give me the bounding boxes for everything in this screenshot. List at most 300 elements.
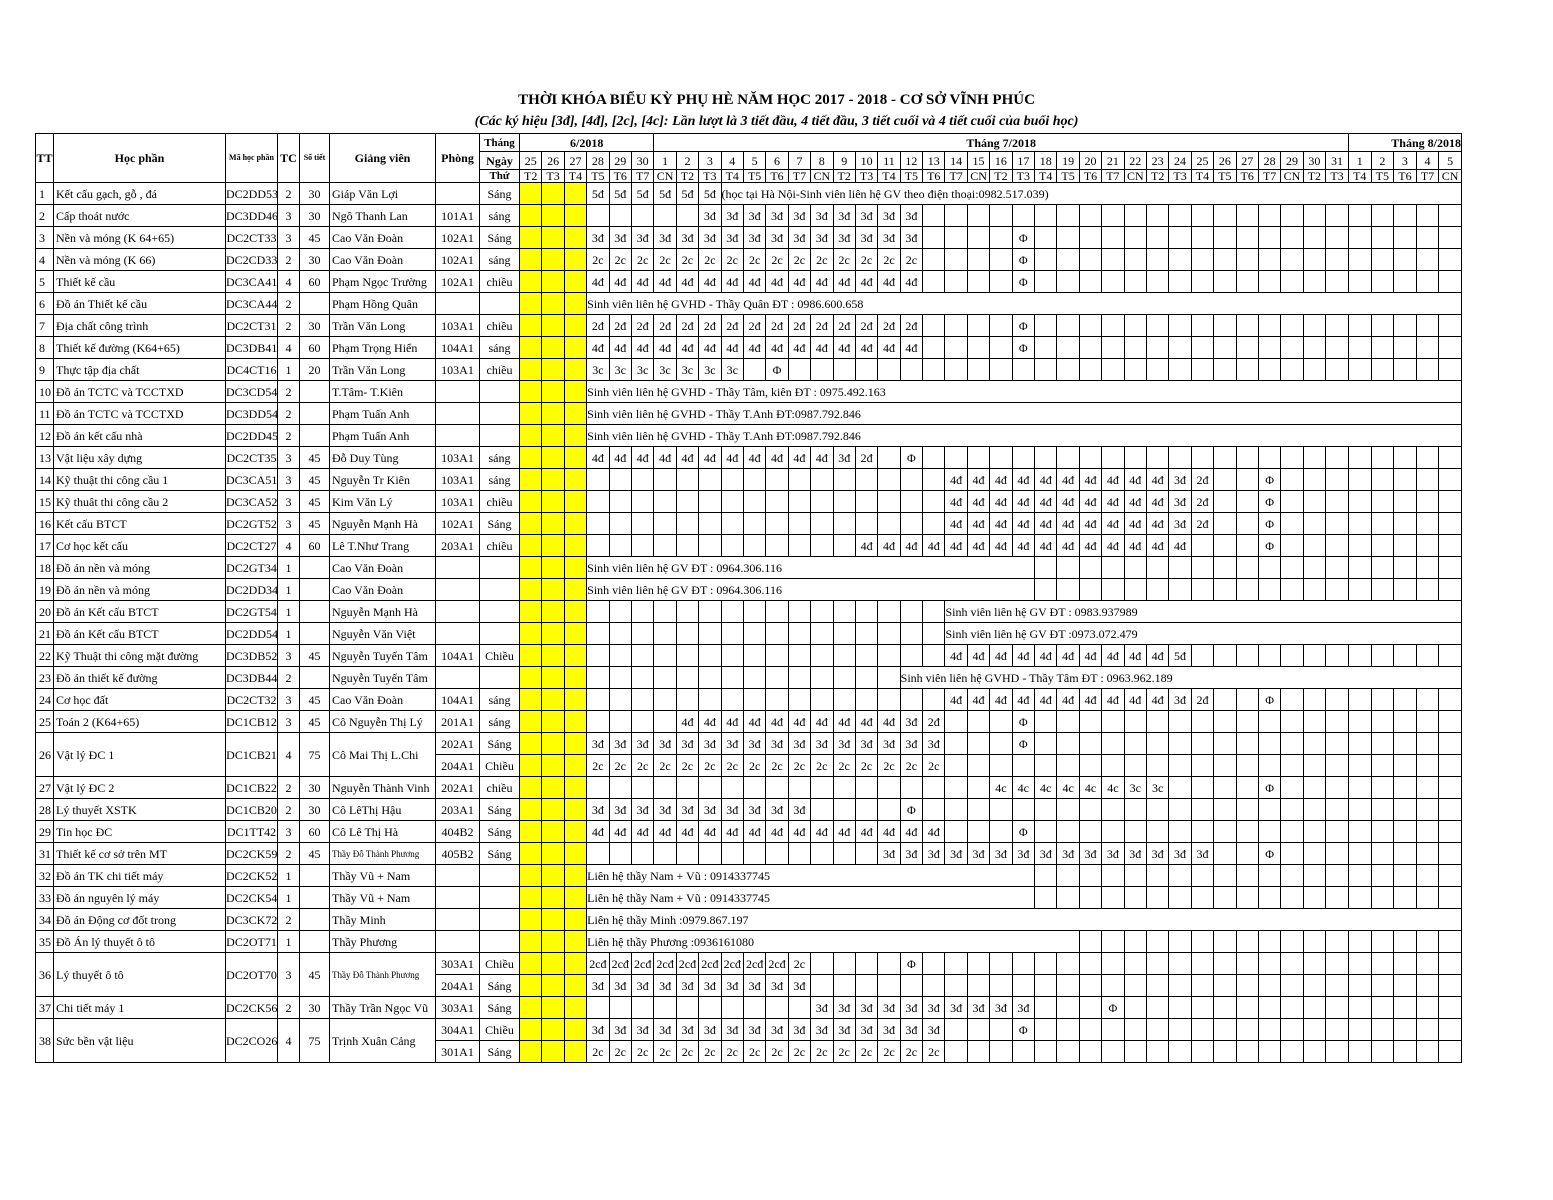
day-header: 31: [1326, 152, 1349, 170]
session-cell: 2c: [900, 1041, 922, 1063]
weekday-header: T5: [587, 170, 609, 183]
empty-cell: [1124, 953, 1146, 975]
session-cell: 4đ: [833, 821, 855, 843]
course-periods: 20: [300, 359, 330, 381]
empty-cell: [1124, 711, 1146, 733]
row-number: 20: [36, 601, 54, 623]
empty-cell: [1258, 205, 1280, 227]
empty-cell: [1079, 711, 1101, 733]
row-number: 26: [36, 733, 54, 777]
highlight-day-cell: [520, 1041, 542, 1063]
weekday-header: T3: [1169, 170, 1191, 183]
highlight-day-cell: [542, 1041, 564, 1063]
course-code: DC1CB12: [226, 711, 278, 733]
empty-cell: [587, 843, 609, 865]
course-code: DC2CK52: [226, 865, 278, 887]
empty-cell: [1236, 843, 1258, 865]
empty-cell: [1102, 733, 1124, 755]
schedule-table: [35, 133, 1462, 1063]
session-cell: 4đ: [721, 271, 743, 293]
empty-cell: [811, 491, 833, 513]
session-time: chiều: [480, 491, 520, 513]
session-cell: 2đ: [743, 315, 765, 337]
empty-cell: [1326, 469, 1349, 491]
session-cell: 3đ: [878, 997, 900, 1019]
empty-cell: [1371, 491, 1394, 513]
empty-cell: [1326, 821, 1349, 843]
empty-cell: [1236, 513, 1258, 535]
empty-cell: [1146, 799, 1168, 821]
empty-cell: [990, 1041, 1012, 1063]
empty-cell: [1102, 337, 1124, 359]
course-row: [36, 667, 1462, 689]
session-room: 102A1: [436, 513, 480, 535]
empty-cell: [1303, 271, 1325, 293]
empty-cell: [1236, 777, 1258, 799]
empty-cell: [1169, 447, 1191, 469]
empty-cell: [699, 469, 721, 491]
empty-cell: [743, 469, 765, 491]
empty-cell: [1169, 711, 1191, 733]
empty-cell: [967, 359, 989, 381]
empty-cell: [1079, 821, 1101, 843]
empty-cell: [788, 997, 810, 1019]
session-cell: 3đ: [743, 733, 765, 755]
empty-cell: [878, 601, 900, 623]
session-cell: 3đ: [788, 227, 810, 249]
session-cell: 2c: [609, 1041, 631, 1063]
empty-cell: [699, 645, 721, 667]
session-cell: Φ: [1258, 689, 1280, 711]
highlight-day-cell: [564, 843, 586, 865]
highlight-day-cell: [520, 425, 542, 447]
empty-cell: [1102, 887, 1124, 909]
session-cell: 2cđ: [654, 953, 676, 975]
empty-cell: [1079, 733, 1101, 755]
empty-cell: [811, 799, 833, 821]
session-cell: 4đ: [967, 535, 989, 557]
session-time: [480, 403, 520, 425]
course-credits: 2: [278, 799, 300, 821]
empty-cell: [1439, 645, 1462, 667]
session-cell: 3đ: [654, 975, 676, 997]
empty-cell: [1371, 733, 1394, 755]
empty-cell: [878, 667, 900, 689]
empty-cell: [923, 799, 945, 821]
highlight-day-cell: [564, 689, 586, 711]
weekday-header: T5: [1371, 170, 1394, 183]
empty-cell: [945, 249, 967, 271]
empty-cell: [1326, 249, 1349, 271]
session-cell: 3đ: [766, 975, 788, 997]
empty-cell: [1258, 1041, 1280, 1063]
contact-note: [900, 667, 1461, 689]
session-cell: 4đ: [699, 711, 721, 733]
day-header: 4: [1416, 152, 1439, 170]
session-time: Sáng: [480, 513, 520, 535]
course-row: [36, 733, 1462, 755]
empty-cell: [945, 227, 967, 249]
course-name: Sức bền vật liệu: [54, 1019, 226, 1063]
course-credits: 3: [278, 491, 300, 513]
empty-cell: [967, 953, 989, 975]
session-cell: 3đ: [654, 733, 676, 755]
highlight-day-cell: [564, 557, 586, 579]
empty-cell: [1348, 579, 1371, 601]
empty-cell: [609, 711, 631, 733]
row-number: 35: [36, 931, 54, 953]
session-cell: 3đ: [631, 799, 653, 821]
empty-cell: [967, 337, 989, 359]
highlight-day-cell: [564, 931, 586, 953]
session-time: [480, 865, 520, 887]
empty-cell: [1371, 755, 1394, 777]
course-credits: 3: [278, 645, 300, 667]
empty-cell: [1303, 249, 1325, 271]
course-row: [36, 491, 1462, 513]
highlight-day-cell: [542, 513, 564, 535]
row-number: 19: [36, 579, 54, 601]
empty-cell: [1146, 997, 1168, 1019]
empty-cell: [631, 711, 653, 733]
empty-cell: [609, 601, 631, 623]
empty-cell: [1281, 271, 1303, 293]
page-title: THỜI KHÓA BIỂU KỲ PHỤ HÈ NĂM HỌC 2017 - 2018 - CƠ SỞ VĨNH PHÚC: [518, 92, 1035, 108]
empty-cell: [1439, 777, 1462, 799]
session-room: [436, 667, 480, 689]
empty-cell: [1214, 689, 1236, 711]
session-cell: 4đ: [990, 469, 1012, 491]
empty-cell: [788, 469, 810, 491]
session-cell: 4đ: [1124, 513, 1146, 535]
session-cell: 3đ: [900, 733, 922, 755]
empty-cell: [766, 623, 788, 645]
session-cell: 2đ: [587, 315, 609, 337]
session-cell: 3đ: [788, 1019, 810, 1041]
session-room: 204A1: [436, 755, 480, 777]
course-teacher: Nguyễn Mạnh Hà: [330, 513, 436, 535]
course-periods: 45: [300, 513, 330, 535]
empty-cell: [1169, 975, 1191, 997]
course-credits: 2: [278, 249, 300, 271]
empty-cell: [1012, 953, 1034, 975]
weekday-header: T4: [564, 170, 586, 183]
session-cell: 4đ: [1079, 513, 1101, 535]
course-credits: 3: [278, 821, 300, 843]
empty-cell: [1303, 469, 1325, 491]
session-cell: 4đ: [721, 821, 743, 843]
session-cell: 4đ: [1035, 513, 1057, 535]
empty-cell: [587, 623, 609, 645]
empty-cell: [743, 645, 765, 667]
session-cell: Φ: [1258, 777, 1280, 799]
session-cell: 4đ: [1124, 645, 1146, 667]
session-cell: 4đ: [609, 271, 631, 293]
day-header: 9: [833, 152, 855, 170]
highlight-day-cell: [520, 843, 542, 865]
session-cell: 3đ: [721, 799, 743, 821]
empty-cell: [945, 953, 967, 975]
empty-cell: [1146, 557, 1168, 579]
empty-cell: [1146, 821, 1168, 843]
empty-cell: [1236, 315, 1258, 337]
course-code: DC3DD46: [226, 205, 278, 227]
course-credits: 2: [278, 667, 300, 689]
empty-cell: [1303, 865, 1325, 887]
session-cell: 2đ: [1191, 491, 1213, 513]
weekday-header: T7: [1102, 170, 1124, 183]
course-code: DC2CD33: [226, 249, 278, 271]
session-cell: 3đ: [766, 733, 788, 755]
session-cell: 4đ: [923, 535, 945, 557]
course-code: DC1CB22: [226, 777, 278, 799]
session-time: sáng: [480, 469, 520, 491]
empty-cell: [1303, 755, 1325, 777]
course-teacher: Nguyễn Tr Kiên: [330, 469, 436, 491]
course-credits: 3: [278, 469, 300, 491]
course-periods: 60: [300, 821, 330, 843]
course-row: [36, 293, 1462, 315]
course-row: [36, 271, 1462, 293]
session-time: Sáng: [480, 1041, 520, 1063]
highlight-day-cell: [520, 227, 542, 249]
header-course: Học phần: [54, 134, 226, 183]
session-cell: 4đ: [766, 821, 788, 843]
session-cell: 2đ: [654, 315, 676, 337]
course-credits: 3: [278, 513, 300, 535]
row-number: 10: [36, 381, 54, 403]
session-cell: 4đ: [1124, 689, 1146, 711]
session-cell: 3đ: [721, 227, 743, 249]
empty-cell: [1303, 205, 1325, 227]
empty-cell: [788, 491, 810, 513]
weekday-header: T7: [631, 170, 653, 183]
highlight-day-cell: [542, 865, 564, 887]
weekday-header: T4: [878, 170, 900, 183]
empty-cell: [1236, 359, 1258, 381]
session-cell: 4đ: [878, 271, 900, 293]
contact-note-text: Liên hệ thầy Phương :0936161080: [587, 934, 755, 949]
session-cell: 3đ: [855, 733, 877, 755]
empty-cell: [743, 623, 765, 645]
course-teacher: Cao Văn Đoàn: [330, 227, 436, 249]
session-cell: 2cđ: [721, 953, 743, 975]
empty-cell: [1416, 997, 1439, 1019]
empty-cell: [1281, 1041, 1303, 1063]
empty-cell: [855, 799, 877, 821]
course-row: [36, 535, 1462, 557]
empty-cell: [1416, 843, 1439, 865]
empty-cell: [1079, 1019, 1101, 1041]
session-cell: 3đ: [654, 799, 676, 821]
course-teacher: Phạm Tuấn Anh: [330, 403, 436, 425]
empty-cell: [1012, 205, 1034, 227]
empty-cell: [1169, 755, 1191, 777]
empty-cell: [1236, 491, 1258, 513]
empty-cell: [721, 535, 743, 557]
row-number: 29: [36, 821, 54, 843]
course-credits: 2: [278, 909, 300, 931]
day-header: 11: [878, 152, 900, 170]
session-cell: 2c: [833, 1041, 855, 1063]
empty-cell: [1348, 205, 1371, 227]
empty-cell: [1102, 579, 1124, 601]
course-name: Đồ án thiết kế đường: [54, 667, 226, 689]
empty-cell: [699, 997, 721, 1019]
highlight-day-cell: [542, 733, 564, 755]
session-cell: 2c: [855, 1041, 877, 1063]
empty-cell: [676, 997, 698, 1019]
session-cell: 3đ: [990, 843, 1012, 865]
session-cell: Φ: [900, 447, 922, 469]
empty-cell: [1371, 271, 1394, 293]
session-cell: 3đ: [1191, 843, 1213, 865]
empty-cell: [1191, 887, 1213, 909]
empty-cell: [1258, 975, 1280, 997]
session-room: 303A1: [436, 997, 480, 1019]
course-teacher: Thầy Đỗ Thành Phương: [330, 953, 436, 997]
empty-cell: [1124, 359, 1146, 381]
empty-cell: [923, 359, 945, 381]
session-cell: 3đ: [743, 1019, 765, 1041]
highlight-day-cell: [564, 953, 586, 975]
empty-cell: [654, 843, 676, 865]
empty-cell: [1303, 953, 1325, 975]
empty-cell: [1416, 337, 1439, 359]
session-time: Sáng: [480, 733, 520, 755]
empty-cell: [1124, 579, 1146, 601]
row-number: 25: [36, 711, 54, 733]
empty-cell: [1146, 359, 1168, 381]
header-weekday-label: Thứ: [480, 170, 520, 183]
empty-cell: [1169, 887, 1191, 909]
session-room: 102A1: [436, 271, 480, 293]
session-cell: 3đ: [1169, 689, 1191, 711]
session-cell: 3đ: [699, 227, 721, 249]
course-row: [36, 843, 1462, 865]
weekday-header: T3: [1326, 170, 1349, 183]
weekday-header: T6: [609, 170, 631, 183]
course-teacher: Nguyễn Văn Việt: [330, 623, 436, 645]
session-cell: 3đ: [587, 1019, 609, 1041]
empty-cell: [1326, 1041, 1349, 1063]
course-teacher: T.Tâm- T.Kiên: [330, 381, 436, 403]
session-time: Chiều: [480, 755, 520, 777]
empty-cell: [1326, 337, 1349, 359]
session-cell: 4đ: [1124, 491, 1146, 513]
day-header: 30: [631, 152, 653, 170]
empty-cell: [1035, 579, 1057, 601]
course-periods: [300, 623, 330, 645]
empty-cell: [923, 623, 945, 645]
session-cell: 2đ: [1191, 689, 1213, 711]
highlight-day-cell: [542, 315, 564, 337]
empty-cell: [855, 623, 877, 645]
session-cell: 2cđ: [743, 953, 765, 975]
row-number: 2: [36, 205, 54, 227]
empty-cell: [743, 843, 765, 865]
weekday-header: T2: [520, 170, 542, 183]
empty-cell: [1371, 777, 1394, 799]
weekday-header: T2: [1303, 170, 1325, 183]
empty-cell: [1326, 733, 1349, 755]
empty-cell: [1394, 997, 1417, 1019]
empty-cell: [1236, 997, 1258, 1019]
empty-cell: [1326, 205, 1349, 227]
empty-cell: [1326, 1019, 1349, 1041]
empty-cell: [631, 491, 653, 513]
empty-cell: [609, 535, 631, 557]
empty-cell: [743, 667, 765, 689]
empty-cell: [1214, 755, 1236, 777]
row-number: 13: [36, 447, 54, 469]
empty-cell: [1258, 733, 1280, 755]
empty-cell: [1416, 271, 1439, 293]
empty-cell: [1102, 711, 1124, 733]
empty-cell: [833, 601, 855, 623]
empty-cell: [788, 513, 810, 535]
empty-cell: [676, 667, 698, 689]
session-cell: 4đ: [788, 447, 810, 469]
empty-cell: [1012, 447, 1034, 469]
empty-cell: [1326, 975, 1349, 997]
course-row: [36, 249, 1462, 271]
empty-cell: [1371, 799, 1394, 821]
session-cell: 4đ: [1079, 469, 1101, 491]
session-cell: 2c: [878, 249, 900, 271]
course-periods: 30: [300, 777, 330, 799]
highlight-day-cell: [542, 667, 564, 689]
empty-cell: [878, 447, 900, 469]
course-name: Nền và móng (K 66): [54, 249, 226, 271]
empty-cell: [1371, 975, 1394, 997]
empty-cell: [1326, 887, 1349, 909]
empty-cell: [1169, 359, 1191, 381]
empty-cell: [1214, 557, 1236, 579]
empty-cell: [1035, 975, 1057, 997]
empty-cell: [1326, 997, 1349, 1019]
empty-cell: [587, 601, 609, 623]
empty-cell: [1124, 205, 1146, 227]
empty-cell: [1057, 711, 1079, 733]
weekday-header: T5: [1057, 170, 1079, 183]
empty-cell: [676, 623, 698, 645]
empty-cell: [1371, 865, 1394, 887]
empty-cell: [1303, 359, 1325, 381]
empty-cell: [878, 645, 900, 667]
contact-note-text: Sinh viên liên hệ GV ĐT : 0964.306.116: [587, 582, 782, 597]
row-number: 15: [36, 491, 54, 513]
session-time: Sáng: [480, 997, 520, 1019]
empty-cell: [1236, 469, 1258, 491]
weekday-header: T6: [766, 170, 788, 183]
session-cell: 3đ: [766, 799, 788, 821]
empty-cell: [811, 645, 833, 667]
session-cell: 3đ: [878, 733, 900, 755]
empty-cell: [967, 1019, 989, 1041]
highlight-day-cell: [520, 315, 542, 337]
session-room: 103A1: [436, 359, 480, 381]
day-header: 28: [587, 152, 609, 170]
session-cell: 4đ: [1146, 469, 1168, 491]
empty-cell: [1303, 1041, 1325, 1063]
highlight-day-cell: [542, 557, 564, 579]
empty-cell: [1102, 205, 1124, 227]
empty-cell: [788, 359, 810, 381]
empty-cell: [1035, 733, 1057, 755]
empty-cell: [1124, 865, 1146, 887]
empty-cell: [1371, 1019, 1394, 1041]
